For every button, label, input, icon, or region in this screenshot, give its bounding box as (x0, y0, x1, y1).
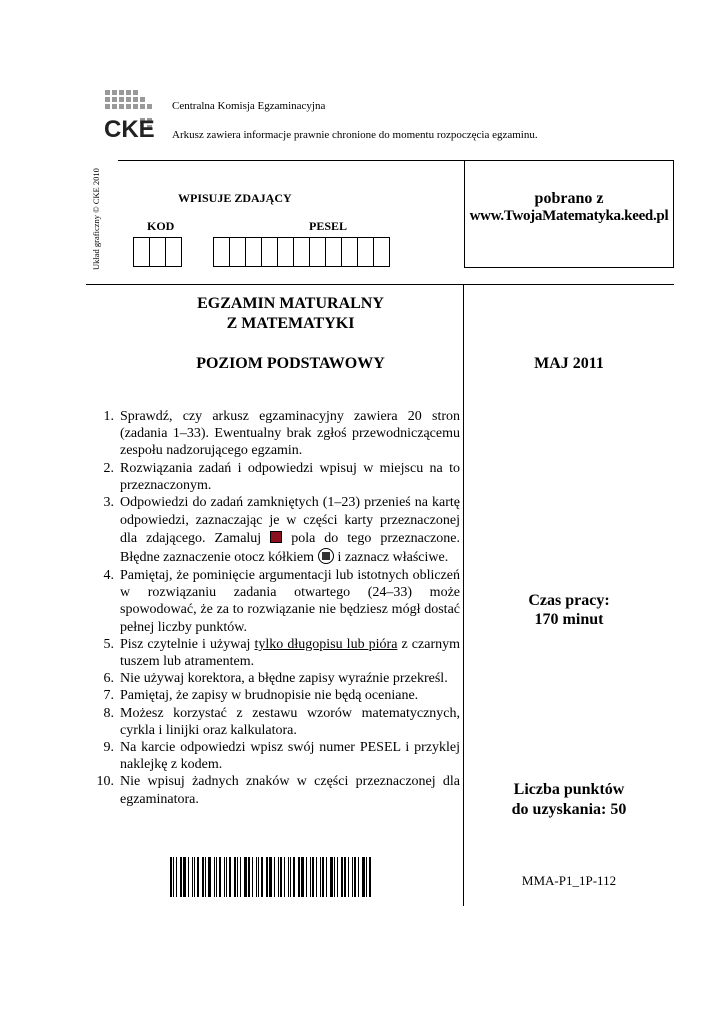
time-value: 170 minut (534, 611, 604, 628)
instruction-item: 6. Nie używaj korektora, a błędne zapisy wyraźnie przekreśl. (103, 671, 448, 687)
instruction-item: 8. Możesz korzystać z zestawu wzorów matematycznych, cyrkla i linijki oraz kalkulatora. (103, 705, 460, 738)
instructions-list (92, 408, 460, 808)
cke-logo (103, 88, 157, 144)
instruction-item: 1. Sprawdź, czy arkusz egzaminacyjny zawiera 20 stron (zadania 1–33). Ewentualny brak zgłoś przewodniczącemu zespołu nadzorującego egzamin. (103, 409, 460, 459)
instruction-item: 3. Odpowiedzi do zadań zamkniętych (1–23) przenieś na kartę odpowiedzi, zaznaczając je w części karty przeznaczonej dla zdającego. Zamaluj pola do tego przeznaczone. Błędne zaznaczenie otocz kółkiem i zaznacz właściwe. (103, 495, 461, 566)
divider (118, 160, 674, 161)
svg-text:CKE: CKE (104, 116, 155, 143)
instruction-item: 10. Nie wpisuj żadnych znaków w części przeznaczonej dla egzaminatora. (96, 774, 460, 807)
time-label: Czas pracy: (528, 592, 610, 609)
points-value: do uzyskania: 50 (511, 801, 627, 818)
kod-label: KOD (147, 219, 175, 233)
exam-level: POZIOM PODSTAWOWY (196, 355, 385, 372)
instruction-item: 9. Na karcie odpowiedzi wpisz swój numer PESEL i przyklej naklejkę z kodem. (103, 740, 460, 773)
exam-title-line2: Z MATEMATYKI (226, 315, 355, 332)
filled-square-icon (270, 531, 282, 543)
instruction-item: 5. Pisz czytelnie i używaj tylko długopisu lub pióra z czarnym tuszem lub atramentem. (103, 636, 461, 670)
sheet-code: MMA-P1_1P-112 (521, 873, 617, 888)
barcode (170, 857, 374, 897)
points-label: Liczba punktów (513, 781, 625, 798)
source-url: www.TwojaMatematyka.keed.pl (469, 208, 669, 224)
institution-name: Centralna Komisja Egzaminacyjna (172, 100, 326, 112)
exam-date: MAJ 2011 (534, 355, 604, 372)
exam-title-line1: EGZAMIN MATURALNY (197, 295, 384, 312)
pesel-input[interactable] (214, 237, 390, 267)
instruction-item: 7. Pamiętaj, że zapisy w brudnopisie nie będą oceniane. (103, 688, 419, 704)
kod-input[interactable] (134, 237, 182, 267)
candidate-section-title: WPISUJE ZDAJĄCY (178, 191, 292, 205)
instruction-item: 2. Rozwiązania zadań i odpowiedzi wpisuj w miejscu na to przeznaczonym. (103, 460, 460, 493)
copyright-note: Układ graficzny © CKE 2010 (91, 168, 101, 270)
confidentiality-notice: Arkusz zawiera informacje prawnie chronione do momentu rozpoczęcia egzaminu. (172, 129, 538, 141)
instruction-item: 4. Pamiętaj, że pominięcie argumentacji lub istotnych obliczeń w rozwiązaniu zadania otwartego (24–33) może spowodować, że za to rozwiązanie nie będziesz mógł dostać pełnej liczby punktów. (103, 568, 460, 635)
source-box-bottom (464, 267, 674, 268)
pesel-label: PESEL (309, 219, 348, 233)
divider (86, 284, 674, 285)
circled-square-icon (318, 548, 334, 564)
source-line1: pobrano z (534, 190, 604, 207)
